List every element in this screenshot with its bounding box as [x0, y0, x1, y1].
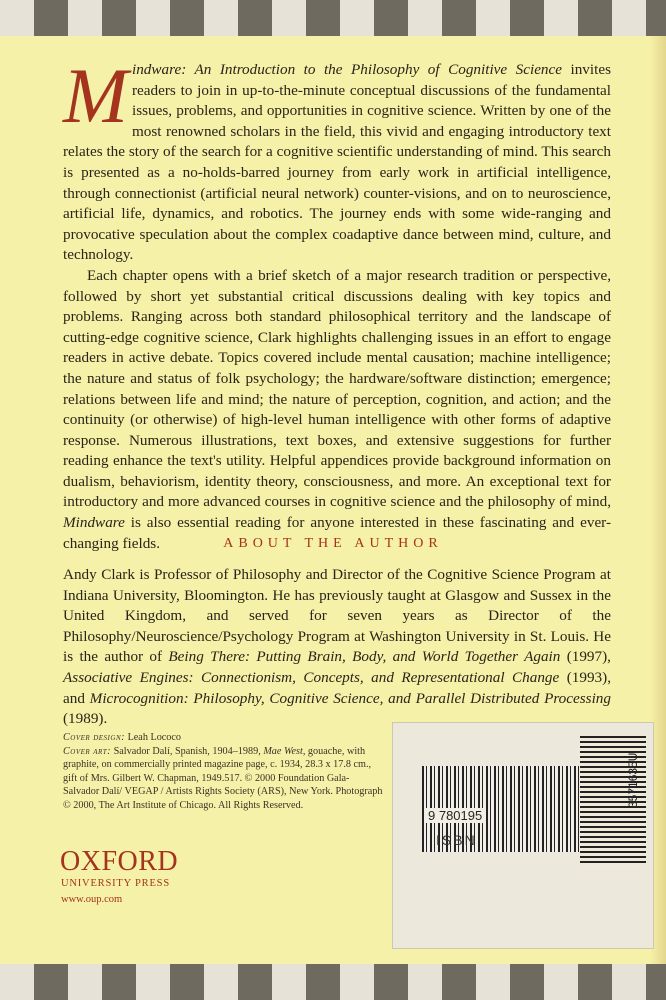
band-square	[68, 964, 102, 1000]
top-checker-band	[0, 0, 666, 36]
band-square	[238, 0, 272, 36]
band-square	[340, 0, 374, 36]
band-square	[238, 964, 272, 1000]
band-square	[306, 964, 340, 1000]
author-bio	[63, 565, 611, 730]
book-title: indware: An Introduction to the Philosophy of Cognitive Science	[131, 61, 563, 78]
cover-credits	[63, 731, 383, 812]
design-value: Leah Lococo	[125, 732, 182, 743]
art-label: Cover art:	[63, 745, 112, 757]
band-square	[408, 0, 442, 36]
book-microcognition: Microcognition: Philosophy, Cognitive Science, and Parallel Distributed Processing	[89, 689, 611, 707]
band-square	[442, 0, 476, 36]
band-square	[476, 0, 510, 36]
art-text: Salvador Dalí, Spanish, 1904–1989,	[111, 745, 264, 757]
band-square	[646, 964, 666, 1000]
isbn-label: ISBN	[436, 832, 477, 848]
band-square	[272, 964, 306, 1000]
bio-text: (1993), and	[63, 668, 611, 707]
art-text: , gouache, with graphite, on commercially printed magazine page, c. 1934, 28.3 x 17.8 cm., gift of Mrs. Gilbert W. Chapman, 1949.517. © 2000 Foundation Gala-Salvador Dalí/ VEGAP / Artists Rights Society (ARS), New York. Photograph © 2000, The Art Institute of Chicago. All Rights Reserved.	[63, 745, 383, 811]
publisher-subtitle: UNIVERSITY PRESS	[61, 878, 170, 889]
band-square	[476, 964, 510, 1000]
band-square	[102, 964, 136, 1000]
bio-text: (1989).	[63, 710, 108, 728]
band-square	[408, 964, 442, 1000]
band-square	[442, 964, 476, 1000]
paragraph-2-text: Each chapter opens with a brief sketch of a major research tradition or perspective, followed by short yet substantial critical discussions dealing with key topics and problems. Ranging across both standard philosophical territory and the landscape of cutting-edge cognitive science, Clark highlights challenging issues in an effort to engage readers in active debate. Topics covered include mental causation; machine intelligence; the nature and status of folk psychology; the hardware/software distinction; emergence; relations between life and mind; the nature of perception, cognition, and action; and the continuity (or otherwise) of high-level human intelligence with other forms of adaptive response. Numerous illustrations, text boxes, and extensive suggestions for further reading enhance the text's utility. Helpful appendices provide background information on dualism, behaviorism, identity theory, consciousness, and more. An exceptional text for introductory and more advanced courses in cognitive science and the philosophy of mind,	[63, 266, 611, 511]
mindware-italic: Mindware	[63, 514, 125, 532]
description-paragraph-1	[63, 52, 611, 266]
drop-cap: M	[63, 52, 128, 139]
band-square	[170, 964, 204, 1000]
band-square	[646, 0, 666, 36]
band-square	[204, 0, 238, 36]
book-being-there: Being There: Putting Brain, Body, and World Together Again	[168, 648, 561, 666]
band-square	[306, 0, 340, 36]
paragraph-2-end: is also essential reading for anyone interested in these fascinating and ever-changing fields.	[63, 514, 611, 552]
publisher-url[interactable]: www.oup.com	[61, 894, 123, 905]
band-square	[170, 0, 204, 36]
band-square	[136, 964, 170, 1000]
book-description	[63, 52, 611, 554]
band-square	[510, 0, 544, 36]
bottom-checker-band	[0, 964, 666, 1000]
band-square	[102, 0, 136, 36]
publisher-logo: OXFORD	[60, 846, 179, 877]
band-square	[544, 964, 578, 1000]
about-author	[63, 565, 611, 730]
band-square	[0, 964, 34, 1000]
library-code: 3571635U	[626, 752, 640, 808]
band-square	[374, 0, 408, 36]
band-square	[34, 964, 68, 1000]
bio-text: Andy Clark is Professor of Philosophy and Director of the Cognitive Science Program at Indiana University, Bloomington. He has previously taught at Glasgow and Sussex in the United Kingdom, and served for seven years as Director of the Philosophy/Neuroscience/Psychology Program at Washington University in St. Louis. He is the author of	[63, 566, 611, 666]
description-paragraph-2	[63, 266, 611, 554]
band-square	[68, 0, 102, 36]
about-author-heading: ABOUT THE AUTHOR	[223, 536, 443, 551]
band-square	[612, 0, 646, 36]
design-credit	[63, 731, 383, 745]
band-square	[136, 0, 170, 36]
band-square	[510, 964, 544, 1000]
band-square	[578, 964, 612, 1000]
design-label: Cover design:	[63, 732, 126, 743]
band-square	[578, 0, 612, 36]
paragraph-1-text: invites readers to join in up-to-the-minute conceptual discussions of the fundamental issues, problems, and opportunities in cognitive science. Written by one of the most renowned scholars in the field, this vivid and engaging introductory text relates the story of the search for a cognitive scientific understanding of mind. This search is presented as a no-holds-barred journey from early work in artificial intelligence, through connectionist (artificial neural network) counter-visions, and on to neuroscience, artificial life, dynamics, and robotics. The journey ends with some wide-ranging and provocative speculation about the complex coadaptive dance between mind, culture, and technology.	[63, 61, 611, 264]
band-square	[544, 0, 578, 36]
book-associative-engines: Associative Engines: Connectionism, Concepts, and Representational Change	[63, 668, 560, 686]
bio-text: (1997),	[560, 648, 611, 666]
band-square	[340, 964, 374, 1000]
band-square	[374, 964, 408, 1000]
art-credit	[63, 745, 383, 813]
band-square	[612, 964, 646, 1000]
band-square	[204, 964, 238, 1000]
art-title: Mae West	[263, 745, 303, 757]
band-square	[0, 0, 34, 36]
band-square	[272, 0, 306, 36]
band-square	[34, 0, 68, 36]
isbn-number: 9 780195	[428, 808, 483, 823]
